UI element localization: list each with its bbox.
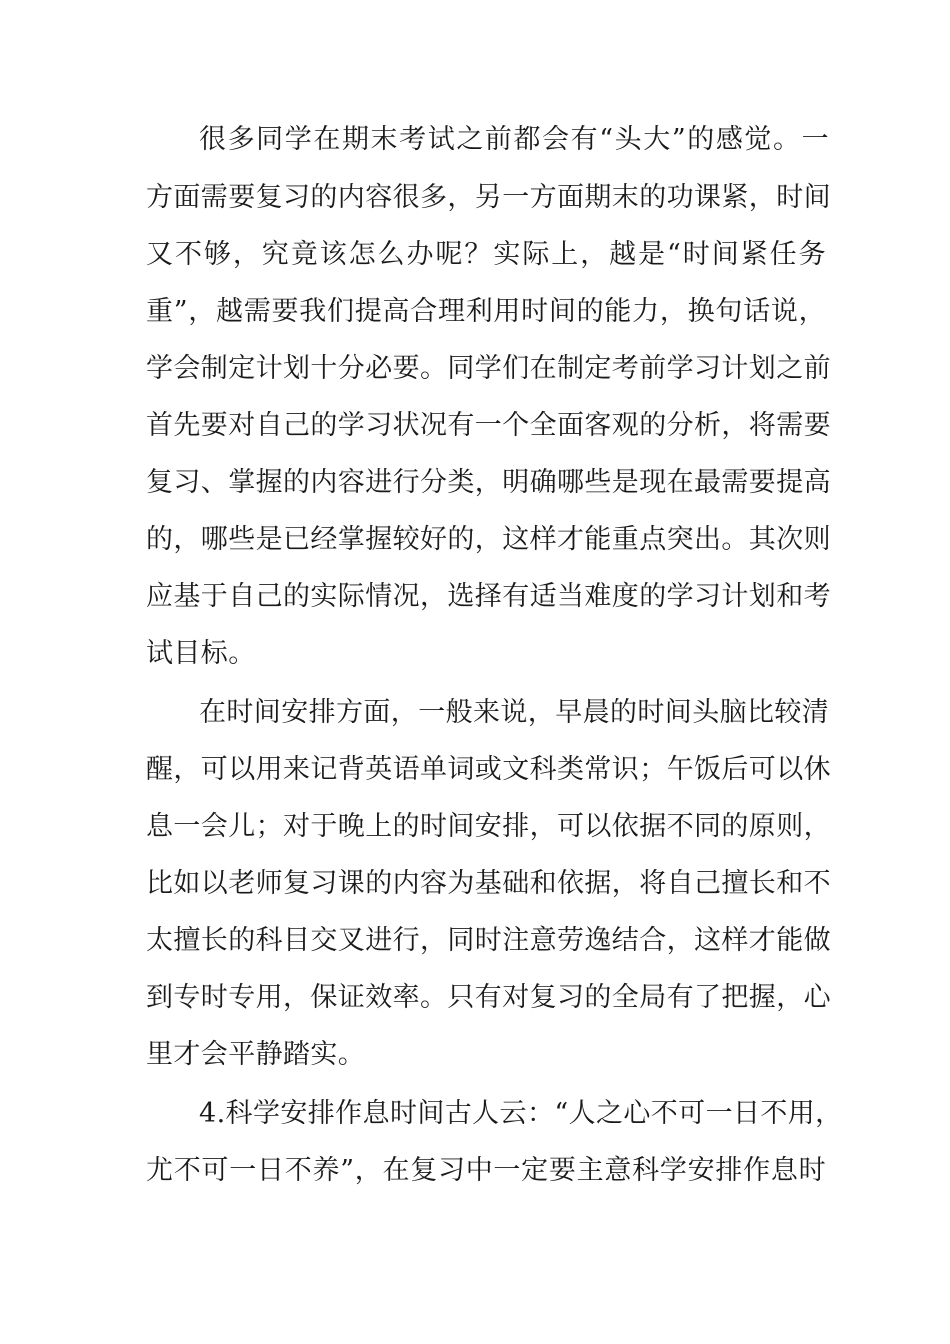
paragraph-1-line-7: 复习、掌握的内容进行分类，明确哪些是现在最需要提高: [146, 467, 831, 498]
paragraph-1-line-10: 试目标。: [146, 638, 256, 669]
paragraph-1-line-2: 方面需要复习的内容很多，另一方面期末的功课紧，时间: [146, 182, 831, 213]
paragraph-2-line-6: 到专时专用，保证效率。只有对复习的全局有了把握，心: [146, 982, 831, 1013]
paragraph-1-line-9: 应基于自己的实际情况，选择有适当难度的学习计划和考: [146, 581, 831, 612]
paragraph-2-line-1: 在时间安排方面，一般来说，早晨的时间头脑比较清: [199, 697, 830, 728]
paragraph-2-line-3: 息一会儿；对于晚上的时间安排，可以依据不同的原则，: [146, 811, 831, 842]
paragraph-1-line-6: 首先要对自己的学习状况有一个全面客观的分析，将需要: [146, 410, 831, 441]
paragraph-3-line-2: 尤不可一日不养”，在复习中一定要主意科学安排作息时: [146, 1155, 826, 1186]
paragraph-2-line-2: 醒，可以用来记背英语单词或文科类常识；午饭后可以休: [146, 754, 831, 785]
paragraph-1-line-3: 又不够，究竟该怎么办呢？实际上，越是“时间紧任务: [146, 239, 826, 270]
paragraph-1-line-5: 学会制定计划十分必要。同学们在制定考前学习计划之前: [146, 353, 831, 384]
paragraph-1-line-4: 重”，越需要我们提高合理利用时间的能力，换句话说，: [146, 296, 826, 327]
paragraph-2-line-7: 里才会平静踏实。: [146, 1039, 366, 1070]
paragraph-3-line-1: 4.科学安排作息时间古人云：“人之心不可一日不用，: [199, 1098, 843, 1129]
paragraph-2-line-5: 太擅长的科目交叉进行，同时注意劳逸结合，这样才能做: [146, 925, 831, 956]
paragraph-2-line-4: 比如以老师复习课的内容为基础和依据，将自己擅长和不: [146, 868, 831, 899]
paragraph-1-line-8: 的，哪些是已经掌握较好的，这样才能重点突出。其次则: [146, 524, 831, 555]
paragraph-1-line-1: 很多同学在期末考试之前都会有“头大”的感觉。一: [199, 124, 829, 155]
